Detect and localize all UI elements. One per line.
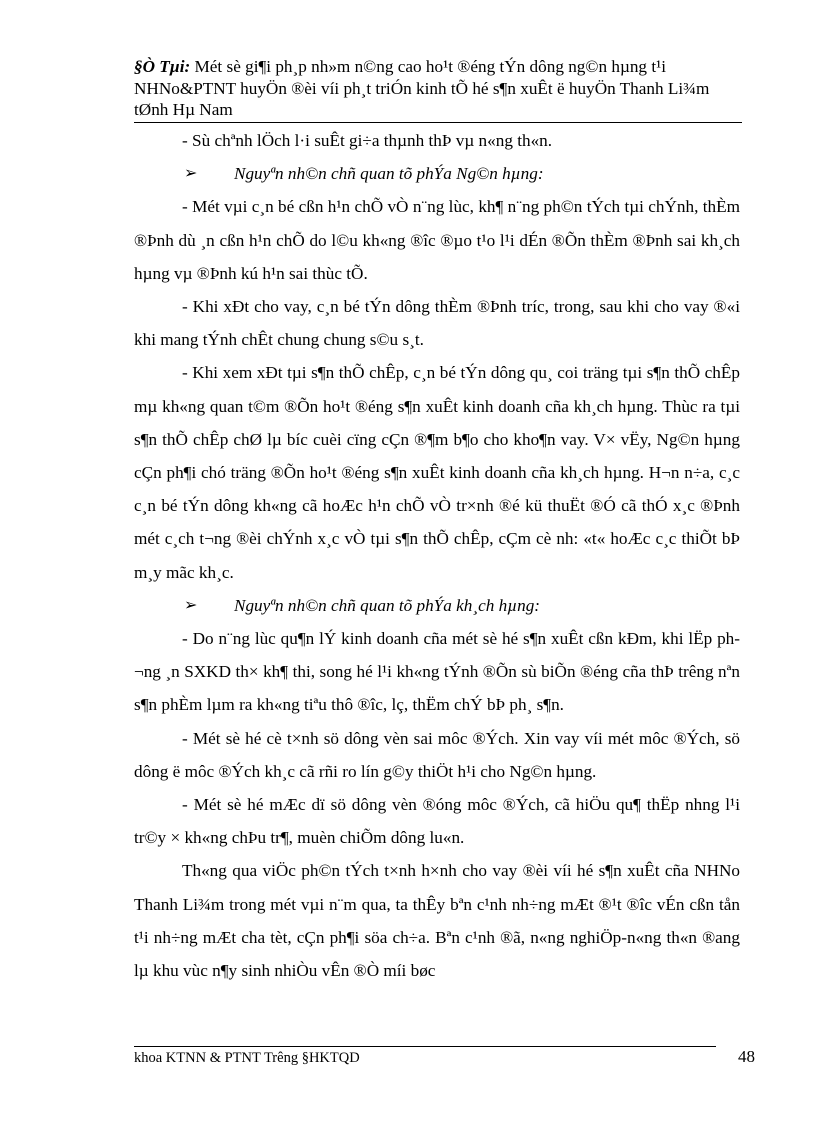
- bullet-text: Nguyªn nh©n chñ quan tõ phÝa kh¸ch hµng:: [234, 595, 541, 615]
- paragraph: - Sù chªnh lÖch l·i suÊt gi÷a thµnh thÞ vµ n«ng th«n.: [182, 131, 553, 150]
- footer-rule: [134, 1046, 716, 1047]
- paragraph: - Khi xÐt cho vay, c¸n bé tÝn dông thÈm ®Þnh tríc, trong, sau khi cho vay ®«i khi mang tÝnh chÊt chung chung s©u s¸t.: [134, 297, 740, 350]
- footer-text: khoa KTNN & PTNT Trêng §HKTQD: [134, 1050, 360, 1066]
- bullet-text: Nguyªn nh©n chñ quan tõ phÝa Ng©n hµng:: [234, 164, 544, 184]
- arrow-bullet-icon: ➢: [184, 165, 198, 183]
- paragraph: - Khi xem xÐt tµi s¶n thÕ chÊp, c¸n bé tÝn dông qu¸ coi träng tµi s¶n thÕ chÊp mµ kh«ng quan t©m ®Õn ho¹t ®éng s¶n xuÊt kinh doanh cña kh¸ch hµng. Thùc ra tµi s¶n thÕ chÊp chØ lµ bíc cuèi cïng cÇn ®¶m b¶o cho kho¶n vay. V× vËy, Ng©n hµng cÇn ph¶i chó träng ®Õn ho¹t ®éng s¶n xuÊt kinh doanh cña kh¸ch hµng. H¬n n÷a, c¸c c¸n bé tÝn dông kh«ng cã hoÆc h¹n chÕ vÒ tr×nh ®é kü thuËt ®Ó cã thÓ x¸c ®Þnh mét c¸ch t¬ng ®èi chÝnh x¸c vÒ tµi s¶n thÕ chÊp, cÇm cè nh: «t« hoÆc c¸c thiÕt bÞ m¸y mãc kh¸c.: [134, 363, 740, 582]
- paragraph: - Mét vµi c¸n bé cßn h¹n chÕ vÒ n¨ng lùc, kh¶ n¨ng ph©n tÝch tµi chÝnh, thÈm ®Þnh dù ¸n cßn h¹n chÕ do l©u kh«ng ®îc ®µo t¹o l¹i dÉn ®Õn thÈm ®Þnh sai kh¸ch hµng vµ ®Þnh kú h¹n sai thùc tÕ.: [134, 197, 740, 283]
- paragraph: Th«ng qua viÖc ph©n tÝch t×nh h×nh cho vay ®èi víi hé s¶n xuÊt cña NHNo Thanh Li¾m trong mét vµi n¨m qua, ta thÊy bªn c¹nh nh÷ng mÆt ®¹t ®îc vÉn cßn tån t¹i nh÷ng mÆt cha tèt, cÇn ph¶i söa ch÷a. Bªn c¹nh ®ã, n«ng nghiÖp-n«ng th«n ®ang lµ khu vùc n¶y sinh nhiÒu vÊn ®Ò míi bøc: [134, 861, 740, 981]
- page-number: 48: [738, 1047, 755, 1066]
- running-header: [134, 56, 742, 121]
- bullet-item: [134, 157, 740, 190]
- paragraph: - Mét sè hé cè t×nh sö dông vèn sai môc ®Ých. Xin vay víi mét môc ®Ých, sö dông ë môc ®Ých kh¸c cã rñi ro lín g©y thiÖt h¹i cho Ng©n hµng.: [134, 728, 740, 781]
- header-label: §Ò Tµi:: [134, 57, 191, 76]
- paragraph: - Mét sè hé mÆc dï sö dông vèn ®óng môc ®Ých, cã hiÖu qu¶ thËp nhng l¹i tr©y × kh«ng chÞu tr¶, muèn chiÕm dông lu«n.: [134, 795, 740, 848]
- page-body: [134, 124, 740, 987]
- header-title: Mét sè gi¶i ph¸p nh»m n©ng cao ho¹t ®éng tÝn dông ng©n hµng t¹i NHNo&PTNT huyÖn ®èi víi ph¸t triÓn kinh tÕ hé s¶n xuÊt ë huyÖn Thanh Li¾m tØnh Hµ Nam: [134, 57, 710, 119]
- bullet-item: [134, 589, 740, 622]
- header-rule: [134, 122, 742, 123]
- arrow-bullet-icon: ➢: [184, 596, 198, 614]
- paragraph: - Do n¨ng lùc qu¶n lÝ kinh doanh cña mét sè hé s¶n xuÊt cßn kÐm, khi lËp ph¬ng ¸n SXKD th× kh¶ thi, song hé l¹i kh«ng tÝnh ®Õn sù biÕn ®éng cña thÞ trêng nªn s¶n phÈm lµm ra kh«ng tiªu thô ®îc, lç, thËm chÝ bÞ ph¸ s¶n.: [134, 629, 740, 715]
